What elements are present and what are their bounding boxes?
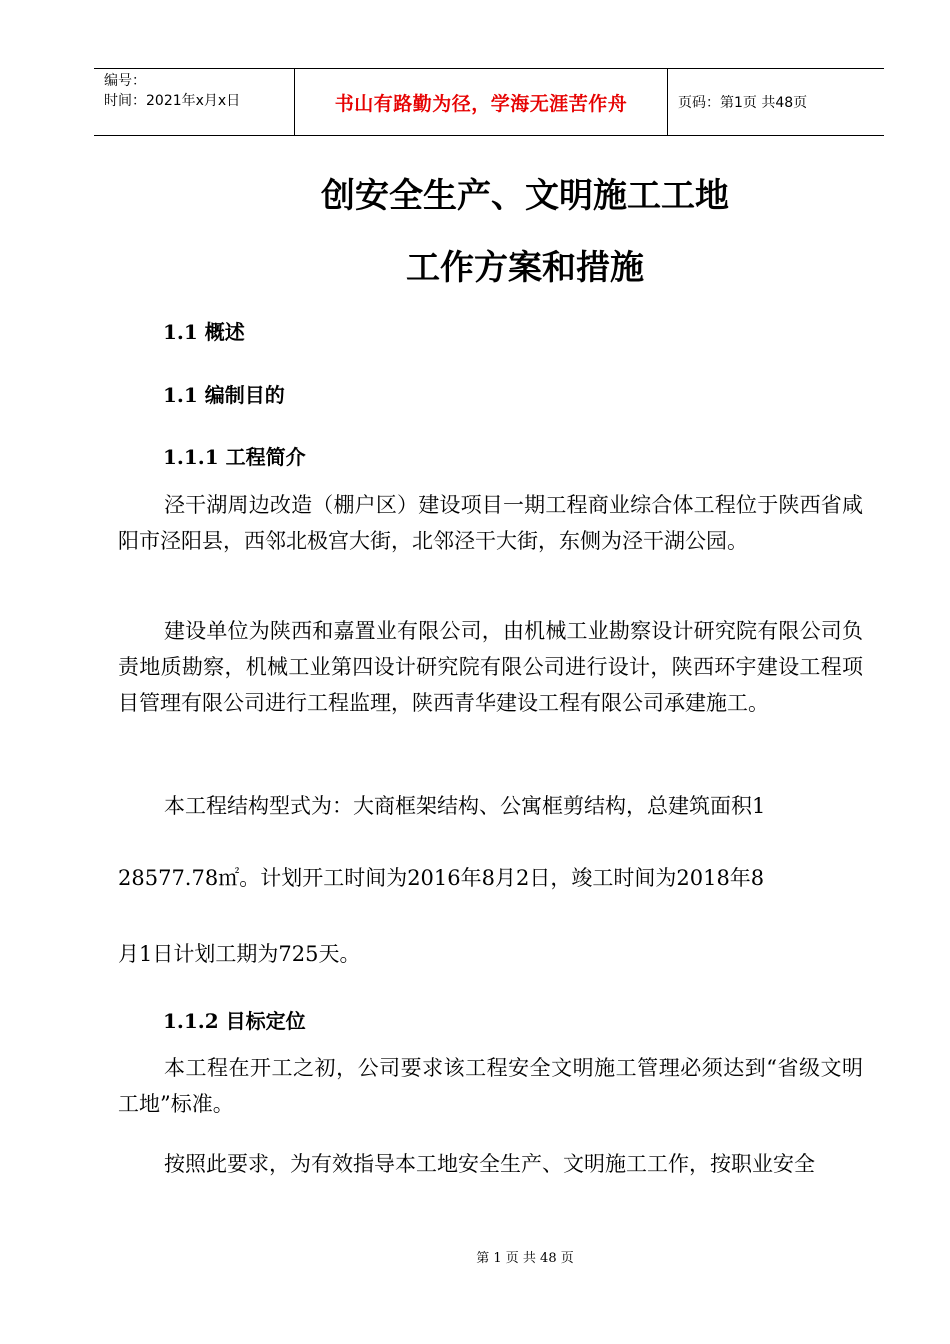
header-motto-cell: [295, 69, 668, 135]
paragraph-requirement-start: 按照此要求，为有效指导本工地安全生产、文明施工工作，按职业安全: [164, 1152, 815, 1176]
header-page-label: 页码：第1页 共48页: [678, 95, 808, 111]
document-number-label: 编号：: [104, 73, 146, 89]
heading-purpose: 1.1 编制目的: [163, 383, 285, 407]
paragraph-project-location: 泾干湖周边改造（棚户区）建设项目一期工程商业综合体工程位于陕西省咸阳市泾阳县，西邻北极宫大街，北邻泾干大街，东侧为泾干湖公园。: [118, 493, 863, 553]
header-motto: 书山有路勤为径，学海无涯苦作舟: [334, 92, 628, 115]
paragraph-target-standard: 本工程在开工之初，公司要求该工程安全文明施工管理必须达到“省级文明工地”标准。: [118, 1056, 863, 1116]
header-page-cell: [668, 69, 884, 135]
paragraph-structure-line-2: 28577.78㎡。计划开工时间为2016年8月2日，竣工时间为2018年8: [118, 866, 765, 890]
header-meta-cell: [94, 69, 295, 135]
paragraph-project-parties: 建设单位为陕西和嘉置业有限公司，由机械工业勘察设计研究院有限公司负责地质勘察，机械工业第四设计研究院有限公司进行设计，陕西环宇建设工程项目管理有限公司进行工程监理，陕西青华建设工程有限公司承建施工。: [118, 619, 863, 715]
document-title-line-2: 工作方案和措施: [406, 248, 644, 288]
page-footer: 第 1 页 共 48 页: [476, 1251, 574, 1266]
document-title-line-1: 创安全生产、文明施工工地: [321, 176, 729, 216]
document-time-label: 时间：2021年x月x日: [104, 93, 241, 109]
page-header: [94, 68, 884, 136]
paragraph-structure-line-3: 月1日计划工期为725天。: [118, 942, 361, 966]
heading-overview: 1.1 概述: [163, 320, 245, 344]
paragraph-structure-line-1: 本工程结构型式为：大商框架结构、公寓框剪结构，总建筑面积1: [164, 794, 766, 818]
heading-project-intro: 1.1.1 工程简介: [163, 445, 306, 469]
heading-target-positioning: 1.1.2 目标定位: [163, 1009, 306, 1033]
